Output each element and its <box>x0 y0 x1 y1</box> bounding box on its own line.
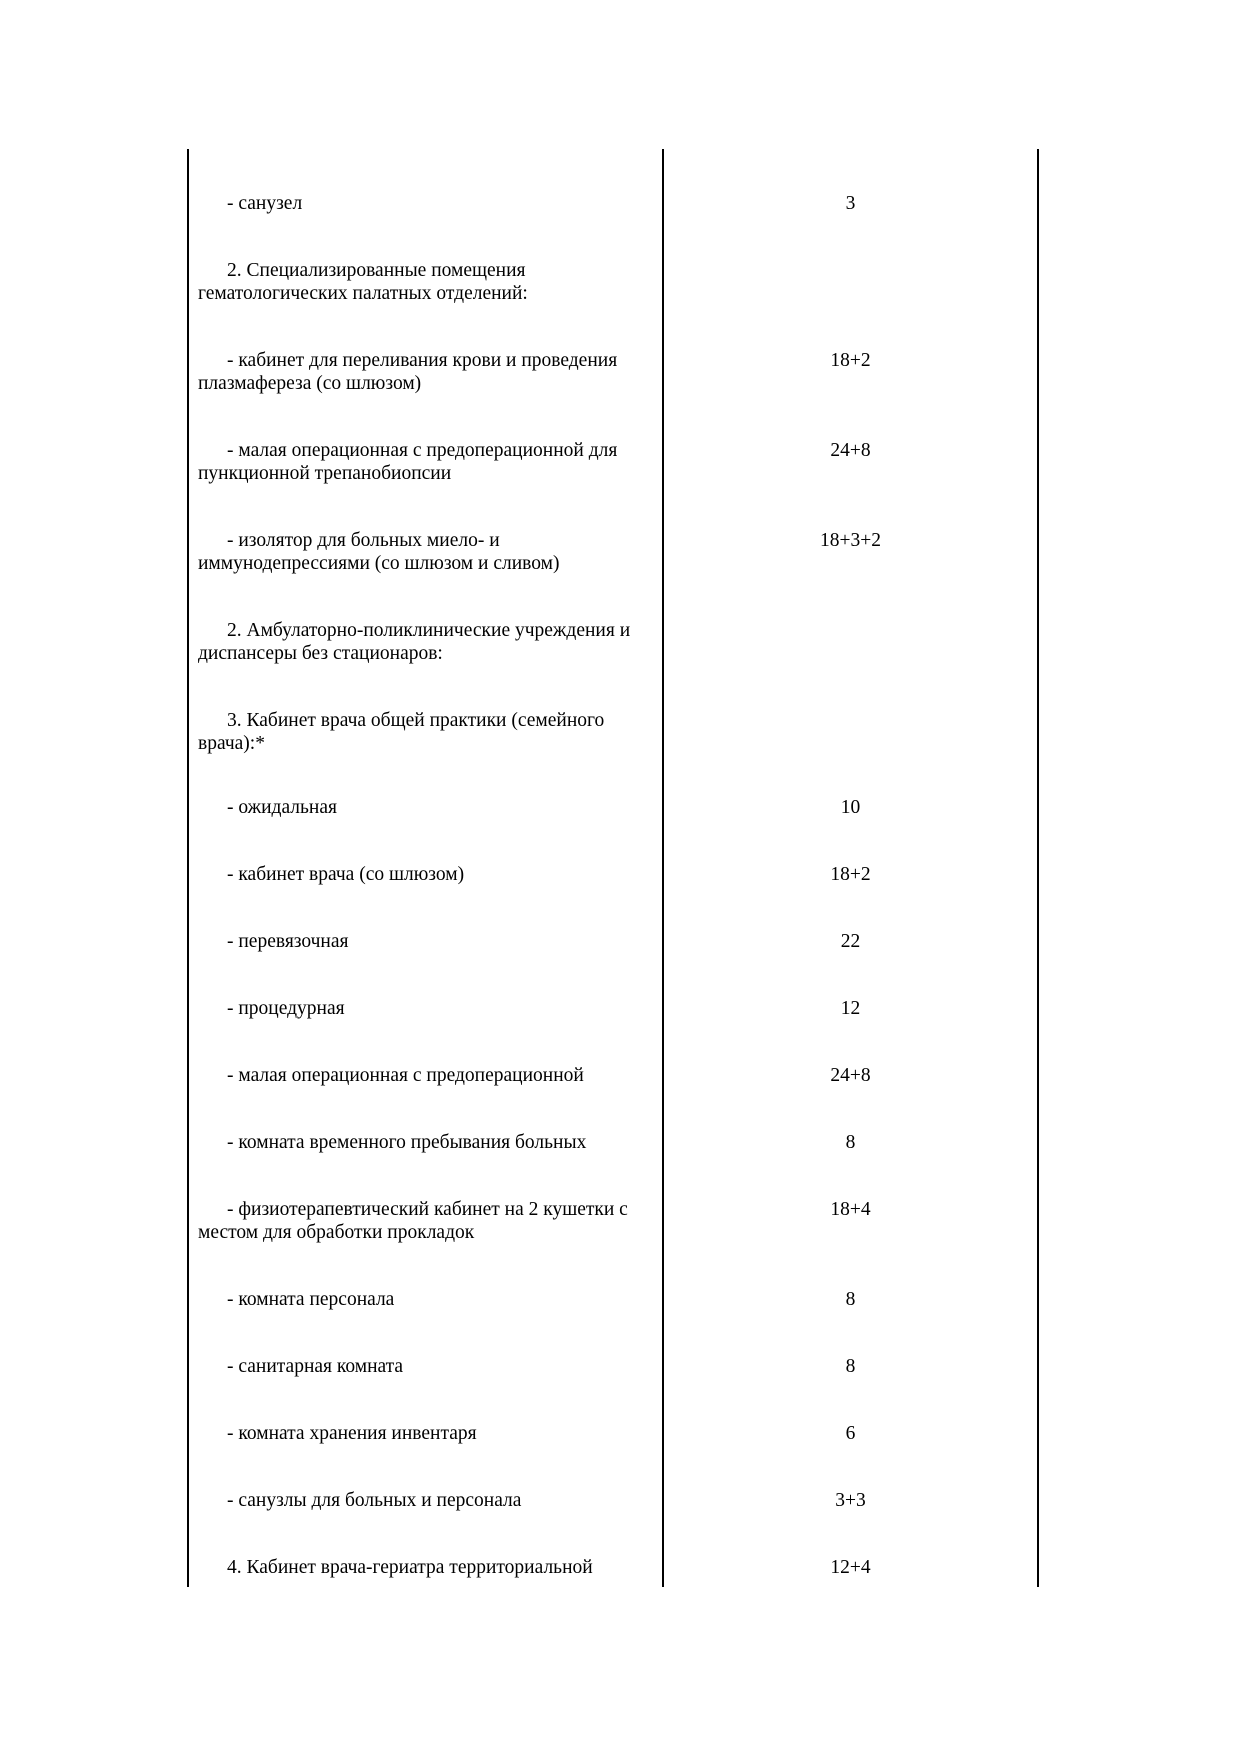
room-area: 8 <box>845 1289 856 1310</box>
room-area: 18+3+2 <box>820 530 881 551</box>
room-area: 18+2 <box>830 864 871 885</box>
room-area: 6 <box>845 1423 856 1444</box>
room-name: - процедурная <box>227 998 345 1019</box>
room-name: - кабинет для переливания крови и проведения плазмафереза (со шлюзом) <box>198 350 618 394</box>
room-name: - санузел <box>227 193 303 214</box>
room-area: 12+4 <box>830 1557 871 1578</box>
section-heading: 2. Амбулаторно-поликлинические учреждения и диспансеры без стационаров: <box>198 620 631 664</box>
section-heading: 3. Кабинет врача общей практики (семейного врача):* <box>198 710 605 754</box>
table-left-border <box>187 149 189 1587</box>
room-area: 8 <box>845 1132 856 1153</box>
premises-table <box>187 149 1039 1587</box>
room-area: 8 <box>845 1356 856 1377</box>
room-name: - изолятор для больных миело- и иммунодепрессиями (со шлюзом и сливом) <box>198 530 560 574</box>
room-area: 24+8 <box>830 1065 871 1086</box>
room-area: 3+3 <box>835 1490 866 1511</box>
room-area: 12 <box>840 998 861 1019</box>
room-name: - комната персонала <box>227 1289 395 1310</box>
section-heading: 2. Специализированные помещения гематологических палатных отделений: <box>198 260 528 304</box>
room-name: - малая операционная с предоперационной для пункционной трепанобиопсии <box>198 440 618 484</box>
room-name: - санитарная комната <box>227 1356 404 1377</box>
table-right-border <box>1037 149 1039 1587</box>
room-area: 10 <box>840 797 861 818</box>
room-name: - ожидальная <box>227 797 337 818</box>
room-name: - перевязочная <box>227 931 349 952</box>
room-name: - комната временного пребывания больных <box>227 1132 587 1153</box>
room-area: 24+8 <box>830 440 871 461</box>
room-area: 18+4 <box>830 1199 871 1220</box>
room-name: - физиотерапевтический кабинет на 2 кушетки с местом для обработки прокладок <box>198 1199 628 1243</box>
room-area: 18+2 <box>830 350 871 371</box>
room-area: 3 <box>845 193 856 214</box>
room-area: 22 <box>840 931 861 952</box>
room-name: - санузлы для больных и персонала <box>227 1490 522 1511</box>
room-name: - кабинет врача (со шлюзом) <box>227 864 465 885</box>
section-heading: 4. Кабинет врача-гериатра территориальной <box>227 1557 593 1578</box>
room-name: - комната хранения инвентаря <box>227 1423 477 1444</box>
room-name: - малая операционная с предоперационной <box>227 1065 584 1086</box>
